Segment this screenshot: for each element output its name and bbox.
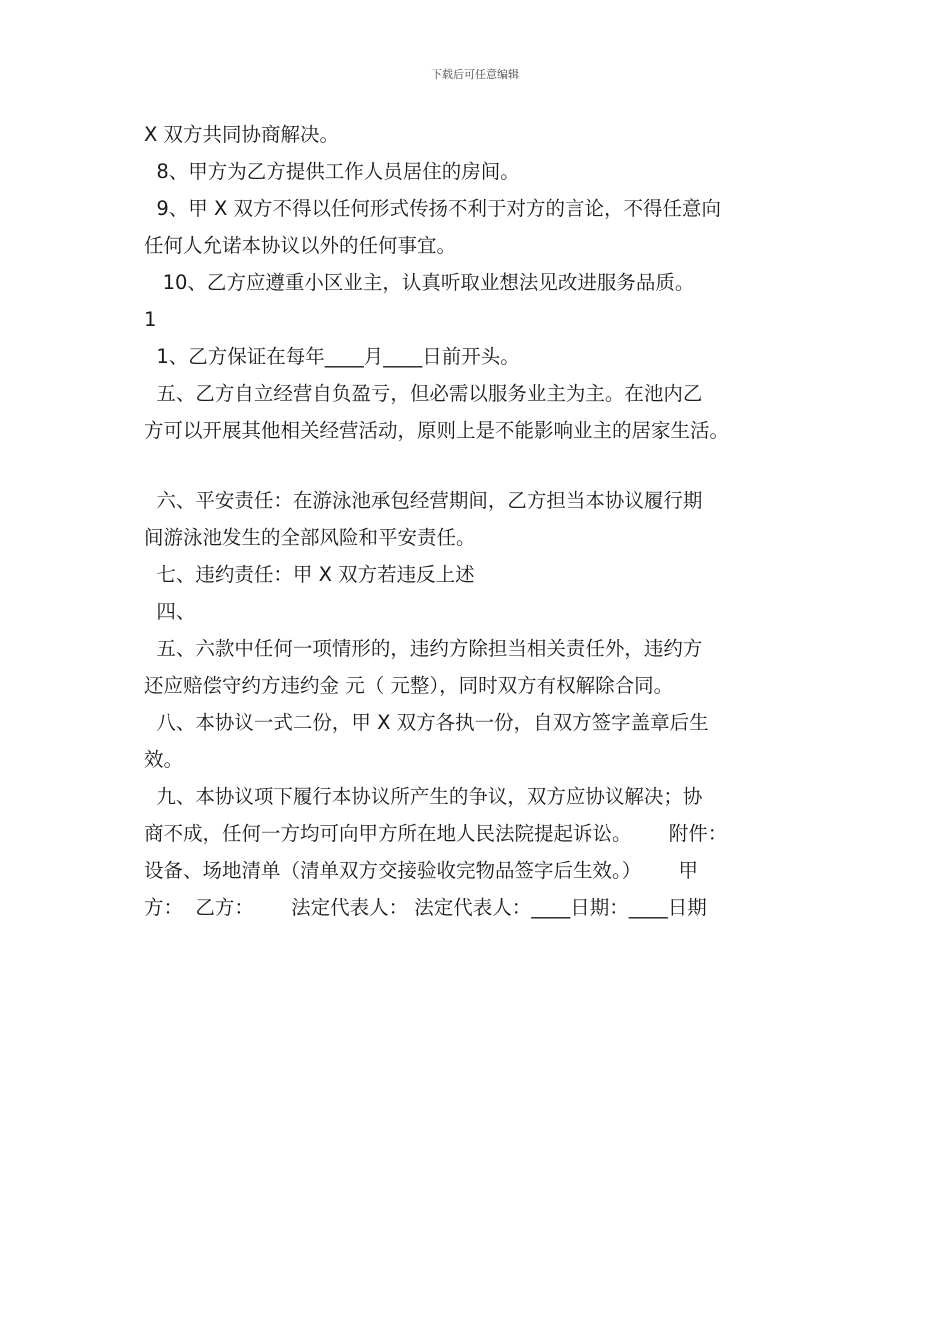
text-line: 8、甲方为乙方提供工作人员居住的房间。 — [144, 160, 520, 183]
document-body — [144, 116, 824, 926]
text-line: 五、六款中任何一项情形的，违约方除担当相关责任外，违约方 — [144, 637, 703, 660]
text-line: 设备、场地清单（清单双方交接验收完物品签字后生效。） 甲 — [144, 859, 698, 882]
page-header: 下载后可任意编辑 — [431, 68, 519, 81]
paragraph-gap — [144, 449, 824, 482]
text-line: 方： 乙方： 法定代表人： 法定代表人：____日期：____日期 — [144, 896, 707, 919]
text-line: 方可以开展其他相关经营活动，原则上是不能影响业主的居家生活。 — [144, 419, 730, 442]
text-line: 七、违约责任：甲 X 双方若违反上述 — [144, 563, 475, 586]
text-line: 六、平安责任：在游泳池承包经营期间，乙方担当本协议履行期 — [144, 489, 703, 512]
text-line: 八、本协议一式二份，甲 X 双方各执一份，自双方签字盖章后生 — [144, 711, 709, 734]
text-line: 九、本协议项下履行本协议所产生的争议，双方应协议解决；协 — [144, 785, 703, 808]
text-line: 五、乙方自立经营自负盈亏，但必需以服务业主为主。在池内乙 — [144, 382, 703, 405]
text-line: 任何人允诺本协议以外的任何事宜。 — [144, 234, 457, 257]
text-line: 效。 — [144, 748, 184, 771]
text-line: 还应赔偿守约方违约金 元（ 元整），同时双方有权解除合同。 — [144, 674, 674, 697]
text-line: 四、 — [144, 600, 196, 623]
text-line: 9、甲 X 双方不得以任何形式传扬不利于对方的言论，不得任意向 — [144, 197, 722, 220]
text-line: X 双方共同协商解决。 — [144, 123, 340, 146]
text-line: 商不成，任何一方均可向甲方所在地人民法院提起诉讼。 附件： — [144, 822, 728, 845]
text-line: 间游泳池发生的全部风险和平安责任。 — [144, 526, 476, 549]
text-line: 10、乙方应遵重小区业主，认真听取业想法见改进服务品质。 — [144, 271, 695, 294]
text-line: 1、乙方保证在每年____月____日前开头。 — [144, 345, 520, 368]
text-line: 1 — [144, 308, 157, 331]
